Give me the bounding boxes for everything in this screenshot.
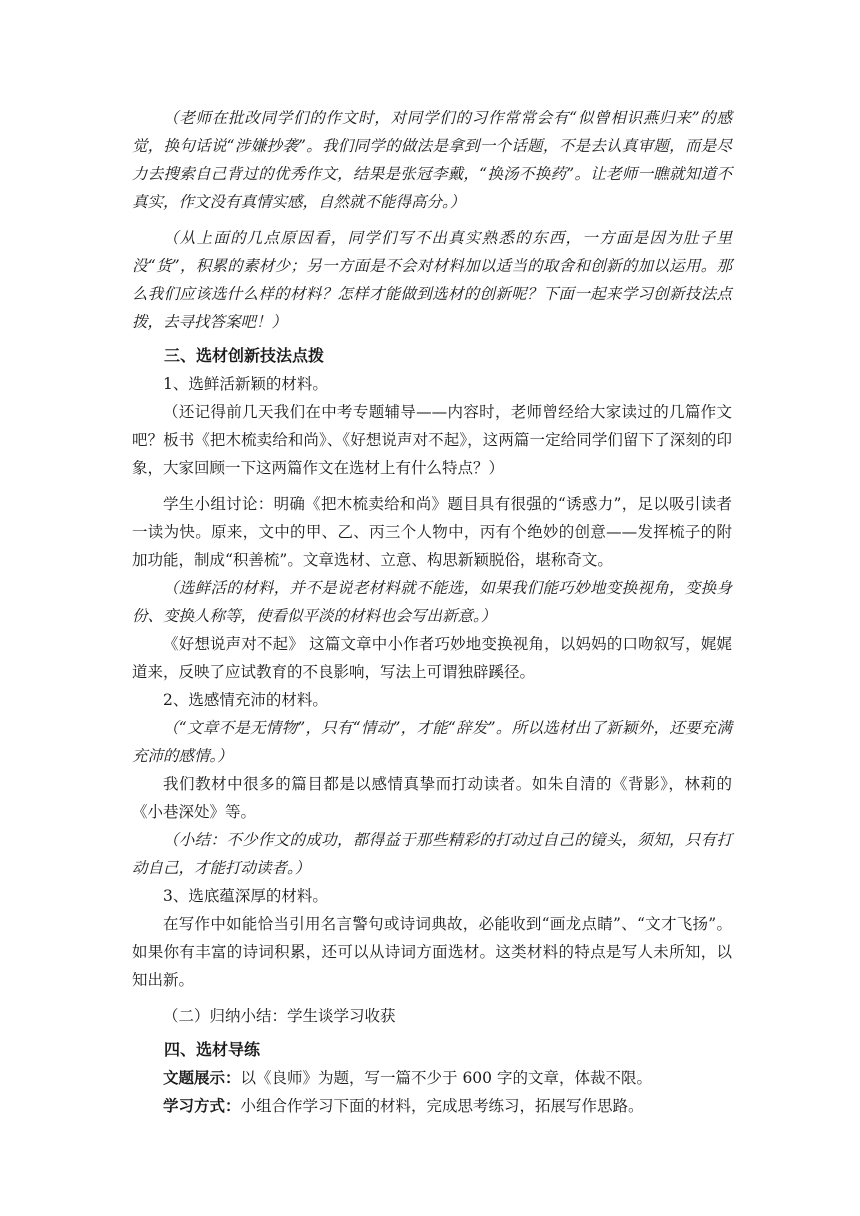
paragraph-topic-display: [132, 1064, 732, 1092]
paragraph-inductive-summary: （二）归纳小结：学生谈学习收获: [163, 1007, 396, 1025]
paragraph-emotion-note: （“文章不是无情物”，只有“情动”，才能“辞发”。所以选材出了新颖外，还要充满充沛的感情。）: [132, 719, 732, 765]
paragraph-textbook-examples: 我们教材中很多的篇目都是以感情真挚而打动读者。如朱自清的《背影》，林莉的《小巷深处》等。: [132, 775, 732, 821]
topic-text: 以《良师》为题，写一篇不少于 600 字的文章，体裁不限。: [240, 1069, 652, 1087]
section-heading-4: 四、选材导练: [164, 1040, 261, 1059]
paragraph-learning-method: [132, 1092, 732, 1120]
method-text: 小组合作学习下面的材料，完成思考练习，拓展写作思路。: [240, 1097, 644, 1115]
subsection-title-1: 1、选鲜活新颖的材料。: [163, 375, 328, 393]
subsection-title-2: 2、选感情充沛的材料。: [163, 691, 328, 709]
paragraph-sorry-essay: 《好想说声对不起》 这篇文章中小作者巧妙地变换视角，以妈妈的口吻叙写，娓娓道来，反映了应试教育的不良影响，写法上可谓独辟蹊径。: [132, 635, 732, 681]
subsection-title-3: 3、选底蕴深厚的材料。: [163, 887, 328, 905]
document-body: [132, 104, 732, 1120]
paragraph-recall: （还记得前几天我们在中考专题辅导——内容时，老师曾经给大家读过的几篇作文吧？板书《把木梳卖给和尚》、《好想说声对不起》，这两篇一定给同学们留下了深刻的印象，大家回顾一下这两篇作文在选材上有什么特点？）: [132, 403, 732, 477]
section-heading-3: 三、选材创新技法点拨: [164, 346, 325, 365]
paragraph-fresh-material-note: （选鲜活的材料，并不是说老材料就不能选，如果我们能巧妙地变换视角，变换身份、变换人称等，使看似平淡的材料也会写出新意。）: [132, 579, 732, 625]
method-label: 学习方式：: [163, 1097, 241, 1115]
paragraph-summary-note: （小结：不少作文的成功，都得益于那些精彩的打动过自己的镜头，须知，只有打动自己，才能打动读者。）: [132, 831, 732, 877]
paragraph-teacher-note: （老师在批改同学们的作文时，对同学们的习作常常会有“似曾相识燕归来”的感觉，换句话说“涉嫌抄袭”。我们同学的做法是拿到一个话题，不是去认真审题，而是尽力去搜索自己背过的优秀作文，结果是张冠李戴，“换汤不换药”。让老师一瞧就知道不真实，作文没有真情实感，自然就不能得高分。）: [132, 109, 732, 211]
paragraph-discussion: 学生小组讨论：明确《把木梳卖给和尚》题目具有很强的“诱惑力”，足以吸引读者一读为快。原来，文中的甲、乙、丙三个人物中，丙有个绝妙的创意——发挥梳子的附加功能，制成“积善梳”。文章选材、立意、构思新颖脱俗，堪称奇文。: [132, 495, 732, 569]
topic-label: 文题展示：: [163, 1069, 241, 1087]
paragraph-reason-note: （从上面的几点原因看，同学们写不出真实熟悉的东西，一方面是因为肚子里没“货”，积累的素材少；另一方面是不会对材料加以适当的取舍和创新的加以运用。那么我们应该选什么样的材料？怎样才能做到选材的创新呢？下面一起来学习创新技法点拨，去寻找答案吧！）: [132, 229, 732, 331]
paragraph-quotes: 在写作中如能恰当引用名言警句或诗词典故，必能收到“画龙点睛”、“文才飞扬”。如果你有丰富的诗词积累，还可以从诗词方面选材。这类材料的特点是写人未所知，以知出新。: [132, 915, 732, 989]
